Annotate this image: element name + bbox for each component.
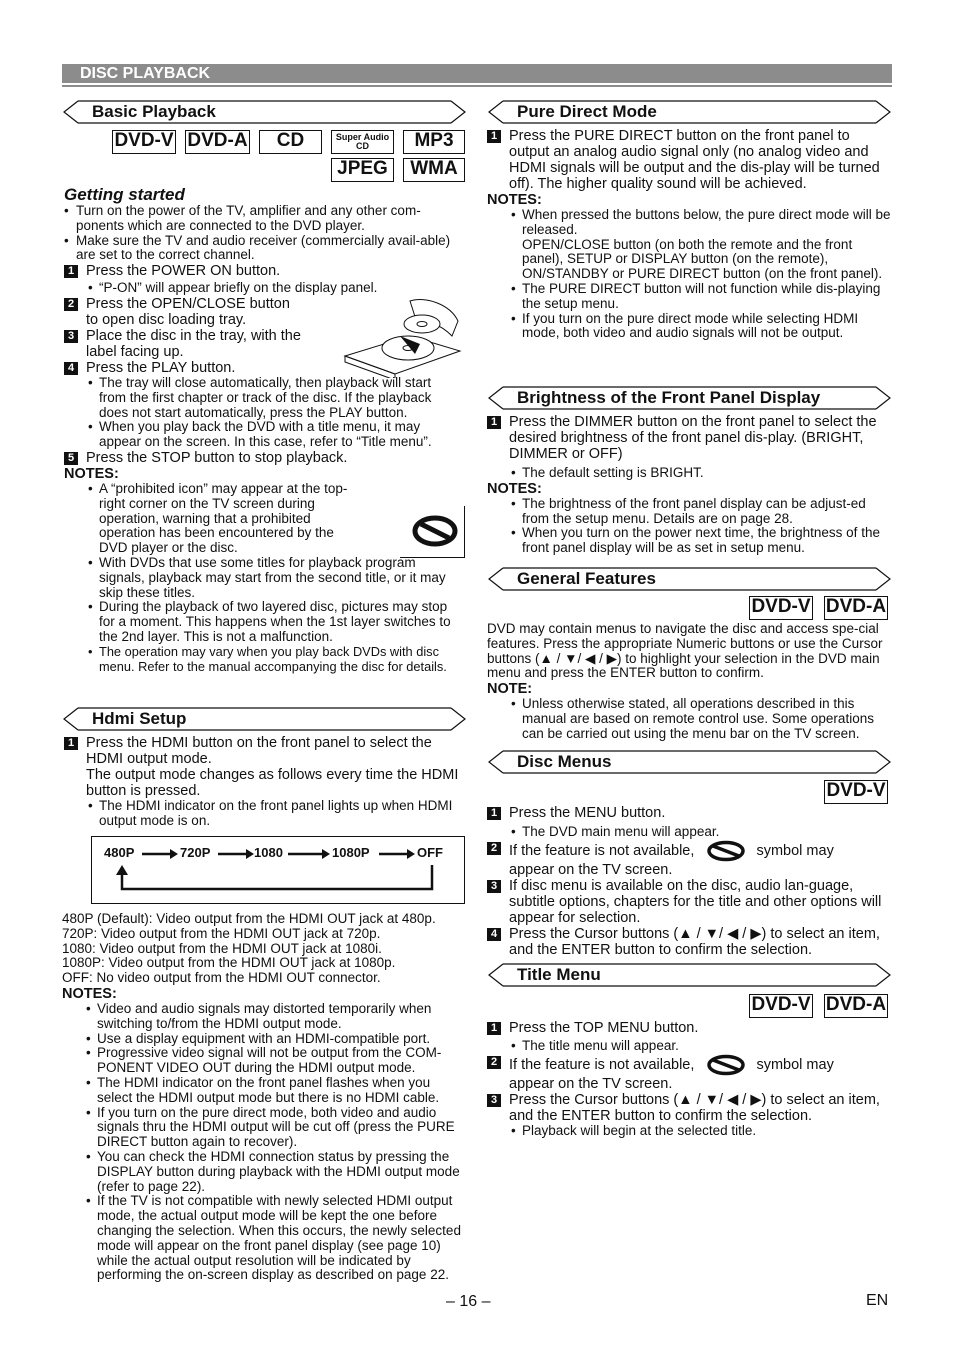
hdmi-step-1: 1 Press the HDMI button on the front panel to select the HDMI output mode. [64, 735, 467, 767]
badge-cd: CD [259, 130, 322, 154]
disc-step-3: 3 If disc menu is available on the disc, audio lan-guage, subtitle options, chapters for the title and other options will appear for selection. [487, 878, 892, 926]
prohibited-icon [412, 514, 458, 548]
basic-playback-header [62, 100, 467, 124]
title-step-3: 3 Press the Cursor buttons (▲ / ▼/ ◀ / ▶) to select an item, and the ENTER button to confirm the selection. [487, 1092, 892, 1124]
general-content [487, 622, 892, 742]
hdmi-setup-header [62, 707, 467, 731]
basic-content [64, 185, 464, 674]
title-step-1-text: Press the TOP MENU button. [509, 1020, 699, 1036]
bright-step-1: 1 Press the DIMMER button on the front panel to select the desired brightness of the front panel dis-play. (BRIGHT, DIMMER or OFF) [487, 414, 892, 462]
basic-note-1: • A “prohibited icon” may appear at the top-right corner on the TV screen during operation, warning that a prohibited operation has been encountered by the DVD player or the disc. [64, 482, 464, 556]
language-code: EN [866, 1292, 889, 1309]
basic-note-3: • During the playback of two layered disc, pictures may stop for a moment. This happens when the 1st layer switches to the 2nd layer. This is not a malfunction. [64, 600, 464, 644]
pure-step-1: 1 Press the PURE DIRECT button on the front panel to output an analog audio signal only (no analog video and HDMI signals will be output and the dis-play will be turned off). The higher quality sound will be achieved. [487, 128, 892, 192]
badge-dvd-v: DVD-V [749, 596, 813, 620]
disc-step-4-text: Press the Cursor buttons (▲ / ▼/ ◀ / ▶) to select an item, and the ENTER button to confirm the selection. [509, 925, 880, 958]
pure-note-2: • The PURE DIRECT button will not function while dis-playing the setup menu. [487, 282, 892, 312]
step-2: 2 Press the OPEN/CLOSE button to open disc loading tray. [64, 296, 464, 328]
hdmi-note-2: • Use a display equipment with an HDMI-compatible port. [62, 1032, 467, 1047]
intro-1: • Turn on the power of the TV, amplifier and any other com-ponents which are connected to the DVD player. [64, 204, 464, 234]
pure-note-3: • If you turn on the pure direct mode while selecting HDMI mode, both video and audio signals will not be output. [487, 312, 892, 342]
disc-menus-section [487, 750, 892, 778]
step-4: 4 Press the PLAY button. [64, 360, 464, 376]
badge-dvd-a: DVD-A [824, 994, 888, 1018]
title-step-3-note: • Playback will begin at the selected title. [487, 1124, 892, 1139]
title-menu-section [487, 963, 892, 991]
hdmi-section [62, 707, 467, 829]
prohibited-icon-box [400, 506, 465, 558]
bright-note-2: • When you turn on the power next time, the brightness of the front panel display will be as set in setup menu. [487, 526, 892, 556]
hdmi-desc-1080: 1080: Video output from the HDMI OUT jack at 1080i. [62, 940, 382, 956]
title-step-2-text-c: appear on the TV screen. [509, 1075, 673, 1092]
notes-heading: NOTES: [64, 465, 119, 482]
disc-step-3-text: If disc menu is available on the disc, audio lan-guage, subtitle options, chapters for the title and other options will appear for selection. [509, 877, 882, 926]
general-note-heading: NOTE: [487, 681, 533, 698]
disc-step-1-text: Press the MENU button. [509, 805, 666, 821]
general-note-1: • Unless otherwise stated, all operations described in this manual are based on remote control use. Some operations can be carried out using the menu bar on the TV screen. [487, 697, 892, 741]
pure-step-1-text: Press the PURE DIRECT button on the front panel to output an analog audio signal only (no analog video and HDMI signals will be output and the dis-play will be turned off). The higher quality sound will be achieved. [509, 128, 880, 192]
step-2-text-b: to open disc loading tray. [86, 311, 247, 328]
disc-menus-header [487, 750, 892, 774]
badge-dvd-v: DVD-V [749, 994, 813, 1018]
disc-step-2: 2 If the feature is not available, symbol may appear on the TV screen. [487, 840, 892, 878]
brightness-header [487, 386, 892, 410]
step-1-note: • “P-ON” will appear briefly on the display panel. [64, 281, 464, 296]
hdmi-note-1: • Video and audio signals may distorted temporarily when switching to/from the HDMI output mode. [62, 1002, 467, 1032]
hdmi-mode-flow [91, 836, 465, 904]
pure-direct-header [487, 100, 892, 124]
flow-1080p: 1080P [332, 845, 370, 860]
hdmi-note-5: • If you turn on the pure direct mode, both video and audio signals thru the HDMI output will be cut off (press the PURE DIRECT button again to recover). [62, 1106, 467, 1150]
step-2-text: Press the OPEN/CLOSE button [86, 295, 290, 312]
pure-note-1: • When pressed the buttons below, the pure direct mode will be released. [487, 208, 892, 238]
badge-wma: WMA [403, 158, 465, 182]
badge-dvd-v: DVD-V [112, 130, 176, 154]
pure-note-1b: OPEN/CLOSE button (on both the remote and the front panel), SETUP or DISPLAY button (on the remote), ON/STANDBY or PURE DIRECT button (on the front panel). [522, 236, 883, 282]
hdmi-note-6: • You can check the HDMI connection status by pressing the DISPLAY button during playback with the HDMI output mode (refer to page 22). [62, 1150, 467, 1194]
title-menu-title: Title Menu [517, 965, 601, 984]
title-step-2-text: If the feature is not available, [509, 1056, 695, 1073]
flow-480p: 480P [104, 845, 135, 860]
title-step-1: 1 Press the TOP MENU button. [487, 1020, 892, 1036]
prohibited-icon [706, 1054, 746, 1076]
left-column [62, 100, 467, 128]
hdmi-desc-off: OFF: No video output from the HDMI OUT connector. [62, 970, 381, 986]
badge-dvd-v: DVD-V [824, 780, 888, 804]
disc-menus-title: Disc Menus [517, 752, 612, 771]
step-3: 3 Place the disc in the tray, with the label facing up. [64, 328, 464, 360]
step-3-text: Place the disc in the tray, with the [86, 327, 301, 344]
disc-menus-content [487, 805, 892, 958]
hdmi-setup-title: Hdmi Setup [92, 709, 187, 728]
badge-dvd-a: DVD-A [185, 130, 250, 154]
disc-step-1: 1 Press the MENU button. [487, 805, 892, 821]
title-step-2-text-b: symbol may [756, 1056, 834, 1073]
disc-step-4: 4 Press the Cursor buttons (▲ / ▼/ ◀ / ▶) to select an item, and the ENTER button to confirm the selection. [487, 926, 892, 958]
badge-dvd-a: DVD-A [824, 596, 888, 620]
disc-step-2-text-c: appear on the TV screen. [509, 861, 673, 878]
basic-note-2: • With DVDs that use some titles for playback program signals, playback may start from the second title, or it may skip these titles. [64, 556, 464, 600]
general-section [487, 567, 892, 595]
brightness-title: Brightness of the Front Panel Display [517, 388, 821, 407]
step-4-note-2: • When you play back the DVD with a title menu, it may appear on the screen. In this case, refer to “Title menu”. [64, 420, 464, 450]
title-menu-content [487, 1020, 892, 1139]
step-5: 5 Press the STOP button to stop playback. [64, 450, 464, 466]
pure-notes-heading: NOTES: [487, 192, 542, 208]
hdmi-step-1-text: Press the HDMI button on the front panel to select the HDMI output mode. [86, 735, 432, 767]
flow-off: OFF [417, 845, 443, 860]
general-header [487, 567, 892, 591]
getting-started-heading: Getting started [64, 185, 185, 204]
disc-tray-illustration [340, 296, 465, 378]
title-menu-header [487, 963, 892, 987]
section-title-bar [62, 64, 892, 83]
hdmi-note-3: • Progressive video signal will not be output from the COM-PONENT VIDEO OUT during the HDMI output mode. [62, 1046, 467, 1076]
flow-1080: 1080 [254, 845, 283, 860]
basic-playback-title: Basic Playback [92, 102, 216, 121]
disc-step-2-text: If the feature is not available, [509, 842, 695, 859]
flow-arrows-icon [92, 837, 466, 905]
title-step-2: 2 If the feature is not available, symbol may appear on the TV screen. [487, 1054, 892, 1092]
hdmi-note-4: • The HDMI indicator on the front panel flashes when you select the HDMI output mode but there is no HDMI cable. [62, 1076, 467, 1106]
flow-720p: 720P [180, 845, 211, 860]
step-3-text-b: label facing up. [86, 343, 184, 360]
hdmi-step-1-b: The output mode changes as follows every time the HDMI button is pressed. [86, 767, 459, 799]
step-1-text: Press the POWER ON button. [86, 263, 281, 280]
divider [62, 85, 892, 87]
intro-2: • Make sure the TV and audio receiver (commercially avail-able) are set to the correct channel. [64, 234, 464, 264]
hdmi-desc-480p: 480P (Default): Video output from the HDMI OUT jack at 480p. [62, 911, 436, 926]
page-number: – 16 – [446, 1293, 491, 1310]
step-5-text: Press the STOP button to stop playback. [86, 449, 348, 466]
prohibited-icon [706, 840, 746, 862]
title-step-1-note: • The title menu will appear. [487, 1039, 892, 1054]
hdmi-details [62, 912, 467, 1283]
disc-step-1-note: • The DVD main menu will appear. [487, 825, 892, 840]
pure-direct-section [487, 100, 892, 341]
step-4-note-1: • The tray will close automatically, then playback will start from the first chapter or track of the disc. If the playback does not start automatically, press the PLAY button. [64, 376, 464, 420]
step-4-text: Press the PLAY button. [86, 359, 236, 376]
pure-direct-title: Pure Direct Mode [517, 102, 657, 121]
section-title: DISC PLAYBACK [80, 65, 211, 82]
basic-note-4: • The operation may vary when you play back DVDs with disc menu. Refer to the manual accompanying the disc for details. [64, 645, 464, 675]
badge-mp3: MP3 [403, 130, 465, 154]
hdmi-desc-720p: 720P: Video output from the HDMI OUT jack at 720p. [62, 925, 381, 941]
bright-step-1-text: Press the DIMMER button on the front panel to select the desired brightness of the front panel dis-play. (BRIGHT, DIMMER or OFF) [509, 414, 877, 462]
step-1: 1 Press the POWER ON button. [64, 263, 464, 279]
hdmi-desc-1080p: 1080P: Video output from the HDMI OUT jack at 1080p. [62, 955, 396, 971]
hdmi-notes-heading: NOTES: [62, 985, 117, 1002]
bright-note-1: • The brightness of the front panel display can be adjust-ed from the setup menu. Details are on page 28. [487, 497, 892, 527]
badge-sacd: Super Audio CD [331, 130, 394, 154]
hdmi-note-7: • If the TV is not compatible with newly selected HDMI output mode, the actual output mode will be kept the one before changing the selection. When this occurs, the newly selected mode will appear on the front panel display (see page 10) while the actual output resolution will be indicated by performing the on-screen display as described on page 22. [62, 1194, 467, 1283]
general-title: General Features [517, 569, 656, 588]
hdmi-step-1-note: • The HDMI indicator on the front panel lights up when HDMI output mode is on. [64, 799, 467, 829]
badge-jpeg: JPEG [331, 158, 394, 182]
disc-step-2-text-b: symbol may [756, 842, 834, 859]
bright-step-1-note: • The default setting is BRIGHT. [487, 466, 892, 481]
bright-notes-heading: NOTES: [487, 480, 542, 497]
title-step-3-text: Press the Cursor buttons (▲ / ▼/ ◀ / ▶) to select an item, and the ENTER button to confirm the selection. [509, 1091, 880, 1124]
general-paragraph: DVD may contain menus to navigate the disc and access spe-cial features. Press the appropriate Numeric buttons or use the Cursor buttons (▲ / ▼/ ◀ / ▶) to highlight your selection in the DVD main menu and press the ENTER button to confirm. [487, 621, 883, 681]
brightness-section [487, 386, 892, 556]
